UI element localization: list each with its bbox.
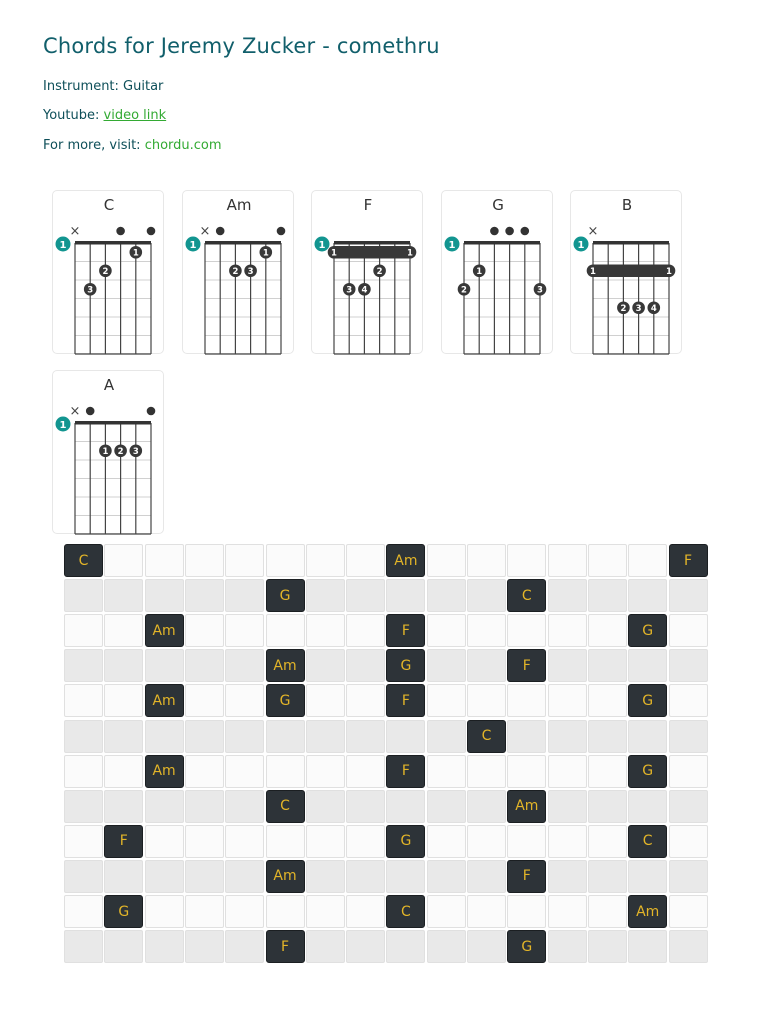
svg-text:1: 1 [577,240,585,251]
empty-beat-cell [588,895,627,928]
svg-text:1: 1 [318,240,326,251]
empty-beat-cell [64,649,103,682]
empty-beat-cell [64,614,103,647]
chord-name: F [363,196,373,214]
barre-bar [587,264,676,277]
finger-dot [458,283,471,296]
empty-beat-cell [346,614,385,647]
empty-beat-cell [266,614,305,647]
chord-diagram [571,191,683,355]
empty-beat-cell [346,579,385,612]
youtube-line [43,108,166,123]
empty-beat-cell [185,684,224,717]
empty-beat-cell [628,860,667,893]
chord-tile[interactable]: Am [386,544,425,577]
empty-beat-cell [306,544,345,577]
empty-beat-cell [548,720,587,753]
finger-dot [617,301,630,314]
svg-text:2: 2 [620,304,627,315]
empty-beat-cell [185,930,224,963]
video-link[interactable]: video link [103,108,167,123]
empty-beat-cell [64,825,103,858]
empty-beat-cell [386,860,425,893]
base-fret-badge [315,237,330,252]
instrument-value: Guitar [123,79,164,94]
svg-text:1: 1 [102,447,109,458]
empty-beat-cell [507,720,546,753]
empty-beat-cell [64,579,103,612]
finger-dot [473,264,486,277]
empty-beat-cell [145,579,184,612]
chord-tile[interactable]: C [386,895,425,928]
empty-beat-cell [669,930,708,963]
empty-beat-cell [306,649,345,682]
chord-tile[interactable]: F [507,860,546,893]
empty-beat-cell [507,755,546,788]
empty-beat-cell [266,755,305,788]
empty-beat-cell [306,684,345,717]
empty-beat-cell [588,684,627,717]
empty-beat-cell [225,720,264,753]
chord-diagram [53,371,165,535]
empty-beat-cell [548,579,587,612]
chord-tile[interactable]: F [386,614,425,647]
open-string-dot [147,407,156,416]
chord-tile[interactable]: G [386,825,425,858]
empty-beat-cell [628,649,667,682]
chord-card-g[interactable] [441,190,553,354]
svg-text:2: 2 [461,285,467,296]
empty-beat-cell [346,860,385,893]
chord-tile[interactable]: F [507,649,546,682]
empty-beat-cell [225,684,264,717]
svg-text:1: 1 [476,267,483,278]
empty-beat-cell [346,720,385,753]
empty-beat-cell [346,895,385,928]
svg-text:4: 4 [650,304,657,315]
empty-beat-cell [104,579,143,612]
empty-beat-cell [266,895,305,928]
mute-mark: × [587,224,599,239]
empty-beat-cell [266,825,305,858]
empty-beat-cell [104,930,143,963]
empty-beat-cell [346,790,385,823]
open-string-dot [116,227,125,236]
open-string-dot [490,227,499,236]
open-string-dot [277,227,286,236]
empty-beat-cell [346,649,385,682]
empty-beat-cell [145,790,184,823]
empty-beat-cell [507,684,546,717]
mute-mark: × [69,224,81,239]
instrument-label: Instrument: [43,79,119,94]
empty-beat-cell [225,649,264,682]
chord-tile[interactable]: C [467,720,506,753]
empty-beat-cell [669,614,708,647]
empty-beat-cell [346,684,385,717]
chord-tile[interactable]: G [628,755,667,788]
empty-beat-cell [185,544,224,577]
empty-beat-cell [145,649,184,682]
finger-dot [99,264,112,277]
empty-beat-cell [306,720,345,753]
chord-tile[interactable]: C [266,790,305,823]
empty-beat-cell [145,895,184,928]
empty-beat-cell [427,860,466,893]
finger-dot [244,264,257,277]
finger-dot [358,283,371,296]
open-string-dot [505,227,514,236]
nut [205,241,281,245]
youtube-label: Youtube: [43,108,100,123]
empty-beat-cell [669,720,708,753]
chord-tile[interactable]: F [266,930,305,963]
chord-diagram [183,191,295,355]
empty-beat-cell [669,755,708,788]
empty-beat-cell [185,649,224,682]
chord-tile[interactable]: F [104,825,143,858]
chord-tile[interactable]: Am [145,614,184,647]
empty-beat-cell [588,825,627,858]
empty-beat-cell [467,895,506,928]
empty-beat-cell [467,755,506,788]
empty-beat-cell [628,930,667,963]
empty-beat-cell [185,720,224,753]
empty-beat-cell [266,544,305,577]
chord-tile[interactable]: G [628,684,667,717]
chord-tile[interactable]: C [64,544,103,577]
finger-dot [260,246,273,259]
empty-beat-cell [64,684,103,717]
chord-tile[interactable]: Am [145,684,184,717]
empty-beat-cell [306,895,345,928]
base-fret-badge [445,237,460,252]
empty-beat-cell [104,790,143,823]
empty-beat-cell [427,579,466,612]
empty-beat-cell [588,720,627,753]
chord-card-am[interactable] [182,190,294,354]
empty-beat-cell [669,790,708,823]
empty-beat-cell [225,579,264,612]
svg-text:4: 4 [361,285,368,296]
svg-text:3: 3 [346,285,353,296]
empty-beat-cell [225,790,264,823]
svg-text:1: 1 [590,267,596,278]
chord-diagram [312,191,424,355]
svg-text:3: 3 [132,447,139,458]
empty-beat-cell [306,930,345,963]
empty-beat-cell [266,720,305,753]
empty-beat-cell [185,579,224,612]
chord-card-a[interactable] [52,370,164,534]
finger-dot [534,283,547,296]
base-fret-badge [186,237,201,252]
empty-beat-cell [548,684,587,717]
empty-beat-cell [669,649,708,682]
more-line [43,138,222,153]
empty-beat-cell [628,720,667,753]
empty-beat-cell [548,930,587,963]
empty-beat-cell [225,860,264,893]
empty-beat-cell [104,544,143,577]
empty-beat-cell [185,825,224,858]
chord-card-c[interactable] [52,190,164,354]
svg-text:1: 1 [262,248,269,259]
open-string-dot [216,227,225,236]
empty-beat-cell [669,579,708,612]
empty-beat-cell [346,544,385,577]
finger-dot [373,264,386,277]
empty-beat-cell [548,895,587,928]
empty-beat-cell [669,684,708,717]
empty-beat-cell [427,720,466,753]
empty-beat-cell [145,544,184,577]
empty-beat-cell [185,614,224,647]
empty-beat-cell [669,895,708,928]
svg-text:1: 1 [331,248,337,259]
chord-tile[interactable]: G [266,579,305,612]
empty-beat-cell [467,825,506,858]
chord-tile[interactable]: G [628,614,667,647]
svg-text:1: 1 [666,267,672,278]
empty-beat-cell [386,720,425,753]
empty-beat-cell [628,544,667,577]
empty-beat-cell [64,930,103,963]
empty-beat-cell [346,825,385,858]
chord-tile[interactable]: Am [266,649,305,682]
empty-beat-cell [669,825,708,858]
empty-beat-cell [145,860,184,893]
empty-beat-cell [588,544,627,577]
empty-beat-cell [548,790,587,823]
empty-beat-cell [588,860,627,893]
empty-beat-cell [507,895,546,928]
empty-beat-cell [306,790,345,823]
empty-beat-cell [104,755,143,788]
empty-beat-cell [588,790,627,823]
nut [593,241,669,245]
empty-beat-cell [306,755,345,788]
empty-beat-cell [588,579,627,612]
empty-beat-cell [104,649,143,682]
empty-beat-cell [386,579,425,612]
empty-beat-cell [427,755,466,788]
finger-dot [130,246,143,259]
empty-beat-cell [306,614,345,647]
open-string-dot [86,407,95,416]
empty-beat-cell [427,930,466,963]
svg-text:1: 1 [448,240,456,251]
base-fret-badge [56,237,71,252]
empty-beat-cell [346,930,385,963]
finger-dot [84,283,97,296]
base-fret-badge [56,417,71,432]
empty-beat-cell [225,930,264,963]
chord-name: C [103,196,115,214]
empty-beat-cell [386,930,425,963]
finger-dot [632,301,645,314]
empty-beat-cell [185,895,224,928]
svg-text:3: 3 [635,304,642,315]
empty-beat-cell [306,579,345,612]
chord-tile[interactable]: G [266,684,305,717]
instrument-line [43,79,163,94]
open-string-dot [147,227,156,236]
empty-beat-cell [427,614,466,647]
chord-card-f[interactable] [311,190,423,354]
barre-bar [328,246,417,259]
empty-beat-cell [669,860,708,893]
empty-beat-cell [588,930,627,963]
empty-beat-cell [185,860,224,893]
empty-beat-cell [467,649,506,682]
chord-name: B [621,196,633,214]
empty-beat-cell [64,755,103,788]
chord-tile[interactable]: G [104,895,143,928]
empty-beat-cell [588,755,627,788]
empty-beat-cell [467,579,506,612]
empty-beat-cell [225,614,264,647]
chord-diagram [53,191,165,355]
base-fret-badge [574,237,589,252]
svg-text:3: 3 [247,267,254,278]
chord-tile[interactable]: Am [507,790,546,823]
empty-beat-cell [427,790,466,823]
finger-dot [648,301,661,314]
svg-text:2: 2 [376,267,383,278]
empty-beat-cell [225,755,264,788]
svg-text:2: 2 [232,267,239,278]
finger-dot [99,444,112,457]
chordu-link[interactable]: chordu.com [144,138,222,153]
empty-beat-cell [225,544,264,577]
empty-beat-cell [548,755,587,788]
empty-beat-cell [628,790,667,823]
chord-name: Am [226,196,252,214]
mute-mark: × [69,404,81,419]
mute-mark: × [199,224,211,239]
empty-beat-cell [628,579,667,612]
empty-beat-cell [64,895,103,928]
empty-beat-cell [548,860,587,893]
empty-beat-cell [427,649,466,682]
more-label: For more, visit: [43,138,141,153]
empty-beat-cell [548,544,587,577]
empty-beat-cell [185,790,224,823]
svg-text:1: 1 [407,248,413,259]
empty-beat-cell [145,930,184,963]
chord-tile[interactable]: C [628,825,667,858]
empty-beat-cell [225,825,264,858]
empty-beat-cell [548,614,587,647]
chord-tile[interactable]: Am [266,860,305,893]
empty-beat-cell [306,825,345,858]
empty-beat-cell [104,614,143,647]
finger-dot [130,444,143,457]
empty-beat-cell [467,614,506,647]
empty-beat-cell [467,860,506,893]
svg-text:1: 1 [189,240,197,251]
chord-tile[interactable]: Am [145,755,184,788]
empty-beat-cell [104,860,143,893]
svg-text:3: 3 [87,285,94,296]
chord-card-b[interactable] [570,190,682,354]
empty-beat-cell [427,895,466,928]
empty-beat-cell [225,895,264,928]
chord-tile[interactable]: F [386,684,425,717]
nut [334,241,410,245]
empty-beat-cell [548,649,587,682]
empty-beat-cell [64,720,103,753]
empty-beat-cell [507,825,546,858]
svg-text:3: 3 [537,285,543,296]
chord-tile[interactable]: G [386,649,425,682]
chord-tile[interactable]: F [669,544,708,577]
empty-beat-cell [427,684,466,717]
empty-beat-cell [145,825,184,858]
chord-tile[interactable]: G [507,930,546,963]
svg-text:1: 1 [59,420,67,431]
empty-beat-cell [386,790,425,823]
open-string-dot [521,227,530,236]
empty-beat-cell [64,790,103,823]
empty-beat-cell [306,860,345,893]
empty-beat-cell [507,614,546,647]
empty-beat-cell [346,755,385,788]
empty-beat-cell [64,860,103,893]
finger-dot [114,444,127,457]
svg-text:2: 2 [117,447,124,458]
empty-beat-cell [588,649,627,682]
chord-tile[interactable]: C [507,579,546,612]
nut [464,241,540,245]
empty-beat-cell [104,720,143,753]
chord-name: G [492,196,504,214]
empty-beat-cell [467,930,506,963]
svg-text:1: 1 [59,240,67,251]
nut [75,421,151,425]
nut [75,241,151,245]
chord-diagram [442,191,554,355]
empty-beat-cell [104,684,143,717]
empty-beat-cell [507,544,546,577]
empty-beat-cell [145,720,184,753]
empty-beat-cell [467,790,506,823]
svg-text:1: 1 [132,248,139,259]
finger-dot [229,264,242,277]
chord-tile[interactable]: F [386,755,425,788]
svg-text:2: 2 [102,267,109,278]
empty-beat-cell [427,825,466,858]
page-title: Chords for Jeremy Zucker - comethru [43,34,440,58]
finger-dot [343,283,356,296]
empty-beat-cell [185,755,224,788]
chord-tile[interactable]: Am [628,895,667,928]
empty-beat-cell [467,684,506,717]
empty-beat-cell [467,544,506,577]
chord-name: A [103,376,115,394]
empty-beat-cell [588,614,627,647]
empty-beat-cell [548,825,587,858]
empty-beat-cell [427,544,466,577]
